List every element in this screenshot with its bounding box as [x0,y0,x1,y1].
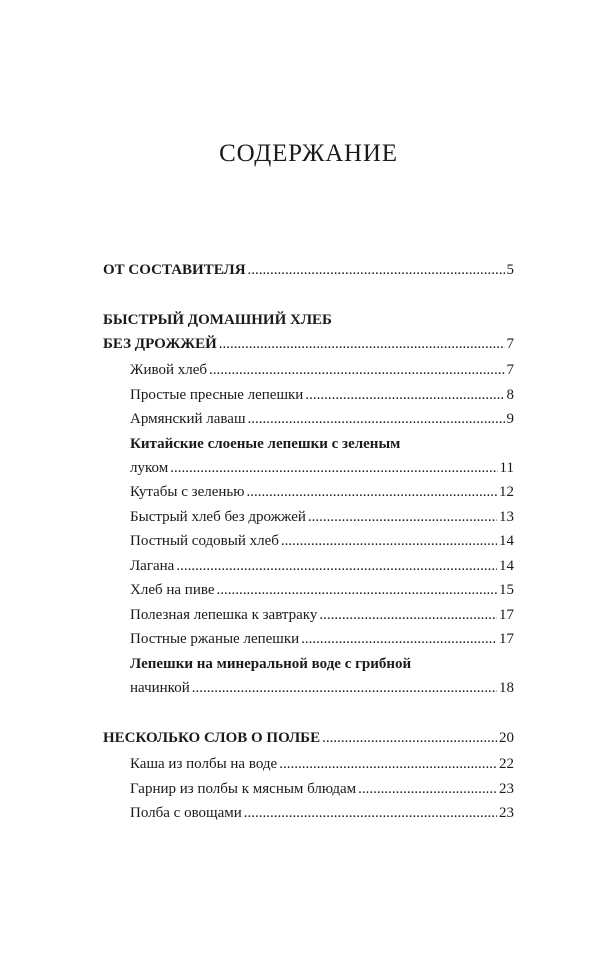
page-number: 15 [499,582,514,598]
dot-leader [217,578,498,603]
toc-entry-title: Полба с овощами [130,805,242,821]
dot-leader [246,480,497,505]
toc-entry-title: Живой хлеб [130,362,207,378]
toc-entry-title: Быстрый хлеб без дрожжей [130,508,306,525]
dot-leader [209,358,505,383]
page-number: 12 [499,484,514,500]
dot-leader [192,676,497,701]
page-number: 20 [499,730,514,746]
toc-entry-title: Полезная лепешка к завтраку [130,606,318,623]
toc-entries [103,752,514,826]
toc-entry-title: Постный содовый хлеб [130,533,279,549]
page-number: 5 [506,262,514,278]
toc-entry[interactable] [130,652,514,701]
toc-entry[interactable] [130,627,514,652]
toc-entry-title: Каша из полбы на воде [130,756,278,772]
toc-entry-title: Кутабы с зеленью [130,484,245,500]
toc-entry-title: начинкой [130,679,190,696]
toc-section [103,258,514,282]
page-number: 23 [499,805,514,821]
toc-section-heading[interactable] [103,332,514,356]
toc-entry[interactable] [130,358,514,383]
dot-leader [248,258,505,282]
page-number: 17 [499,606,514,623]
dot-leader [219,332,505,356]
toc-entry[interactable] [130,480,514,505]
dot-leader [248,407,505,432]
toc-entry-title: Лагана [130,557,175,574]
page-title: СОДЕРЖАНИЕ [219,140,398,167]
toc-entry-title: Постные ржаные лепешки [130,631,300,647]
page-number: 9 [506,411,514,427]
toc-entry-title: Армянский лаваш [130,411,246,427]
dot-leader [308,505,497,530]
toc-entry[interactable] [130,578,514,603]
page-number: 22 [499,756,514,772]
toc-section-title: БЕЗ ДРОЖЖЕЙ [103,336,217,352]
dot-leader [301,627,497,652]
table-of-contents [103,258,514,826]
toc-entry-title-line: Китайские слоеные лепешки с зеленым [130,435,401,452]
toc-entry[interactable] [130,752,514,777]
toc-entry[interactable] [130,432,514,481]
page-number: 14 [499,557,514,574]
dot-leader [358,777,497,802]
dot-leader [319,603,497,628]
toc-section [103,308,514,700]
toc-section-heading[interactable] [103,258,514,282]
toc-entry-title: Простые пресные лепешки [130,386,304,403]
toc-entry[interactable] [130,603,514,628]
toc-section-title: НЕСКОЛЬКО СЛОВ О ПОЛБЕ [103,730,321,746]
page-number: 18 [499,679,514,696]
dot-leader [322,726,497,750]
toc-entry-title: Хлеб на пиве [130,582,215,598]
page-number: 7 [506,362,514,378]
toc-entry[interactable] [130,383,514,408]
page-number: 13 [499,508,514,525]
dot-leader [170,456,497,481]
page-number: 14 [499,533,514,549]
toc-entry[interactable] [130,801,514,826]
toc-entry[interactable] [130,554,514,579]
dot-leader [281,529,497,554]
toc-section-title-line: БЫСТРЫЙ ДОМАШНИЙ ХЛЕБ [103,312,332,328]
page-number: 7 [506,336,514,352]
dot-leader [305,383,504,408]
toc-entry[interactable] [130,777,514,802]
toc-entries [103,358,514,700]
page-number: 11 [499,459,514,476]
page-number: 17 [499,631,514,647]
toc-entry[interactable] [130,529,514,554]
page-number: 8 [506,386,514,403]
page-number: 23 [499,780,514,797]
dot-leader [244,801,497,826]
toc-entry[interactable] [130,407,514,432]
toc-section-title: ОТ СОСТАВИТЕЛЯ [103,262,246,278]
toc-entry[interactable] [130,505,514,530]
toc-entry-title: луком [130,459,169,476]
toc-entry-title-line: Лепешки на минеральной воде с грибной [130,655,412,672]
dot-leader [176,554,497,579]
toc-section [103,726,514,826]
dot-leader [279,752,497,777]
toc-section-heading[interactable] [103,726,514,750]
toc-entry-title: Гарнир из полбы к мясным блюдам [130,780,357,797]
